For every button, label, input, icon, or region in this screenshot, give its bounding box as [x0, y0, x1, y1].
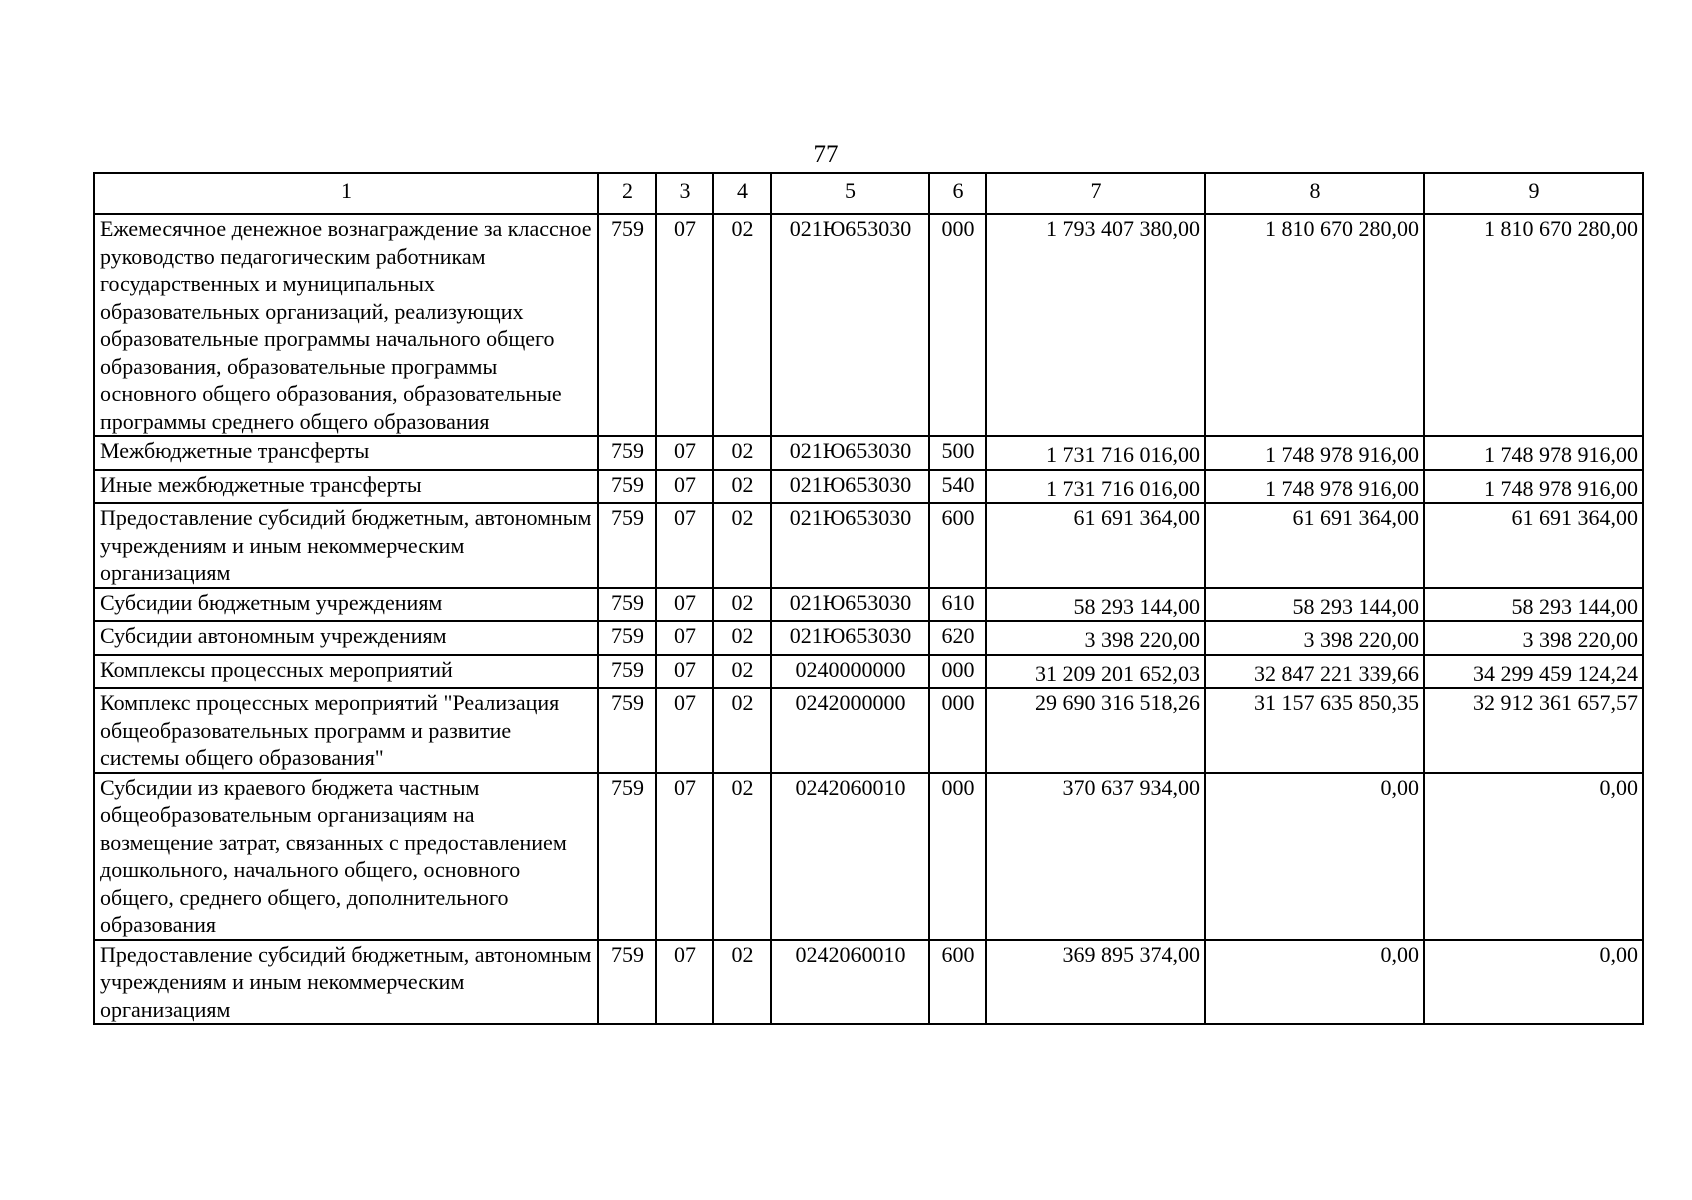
header-row: [94, 173, 1643, 214]
row-target-code: 021Ю653030: [771, 588, 929, 622]
row-amount-year3: 1 748 978 916,00: [1424, 470, 1643, 504]
column-header-3: 3: [656, 173, 713, 214]
row-amount-year1: 369 895 374,00: [986, 940, 1205, 1025]
row-name: Субсидии автономным учреждениям: [94, 621, 598, 655]
row-subsection-code: 02: [713, 588, 771, 622]
row-subsection-code: 02: [713, 503, 771, 588]
row-subsection-code: 02: [713, 214, 771, 436]
row-subsection-code: 02: [713, 940, 771, 1025]
row-amount-year2: 0,00: [1205, 773, 1424, 940]
row-amount-year3: 1 810 670 280,00: [1424, 214, 1643, 436]
column-header-6: 6: [929, 173, 986, 214]
column-header-8: 8: [1205, 173, 1424, 214]
row-amount-year2: 58 293 144,00: [1205, 588, 1424, 622]
row-target-code: 021Ю653030: [771, 503, 929, 588]
row-grbs-code: 759: [598, 688, 656, 773]
row-target-code: 021Ю653030: [771, 436, 929, 470]
row-section-code: 07: [656, 588, 713, 622]
row-amount-year2: 1 748 978 916,00: [1205, 436, 1424, 470]
row-grbs-code: 759: [598, 621, 656, 655]
row-expense-type-code: 500: [929, 436, 986, 470]
row-section-code: 07: [656, 655, 713, 689]
row-amount-year2: 1 810 670 280,00: [1205, 214, 1424, 436]
row-target-code: 021Ю653030: [771, 214, 929, 436]
row-name: Иные межбюджетные трансферты: [94, 470, 598, 504]
row-amount-year3: 0,00: [1424, 940, 1643, 1025]
row-amount-year3: 61 691 364,00: [1424, 503, 1643, 588]
column-header-7: 7: [986, 173, 1205, 214]
row-expense-type-code: 600: [929, 940, 986, 1025]
row-amount-year3: 1 748 978 916,00: [1424, 436, 1643, 470]
row-name: Предоставление субсидий бюджетным, автономным учреждениям и иным некоммерческим организациям: [94, 503, 598, 588]
table-row: [94, 688, 1643, 773]
row-section-code: 07: [656, 470, 713, 504]
row-amount-year3: 58 293 144,00: [1424, 588, 1643, 622]
row-name: Субсидии из краевого бюджета частным общеобразовательным организациям на возмещение затрат, связанных с предоставлением дошкольного, начального общего, основного общего, среднего общего, дополнительного образования: [94, 773, 598, 940]
row-subsection-code: 02: [713, 688, 771, 773]
table-header: [94, 173, 1643, 214]
row-target-code: 0242060010: [771, 940, 929, 1025]
row-amount-year3: 3 398 220,00: [1424, 621, 1643, 655]
row-amount-year3: 0,00: [1424, 773, 1643, 940]
row-grbs-code: 759: [598, 503, 656, 588]
table-row: [94, 470, 1643, 504]
row-subsection-code: 02: [713, 436, 771, 470]
row-amount-year1: 29 690 316 518,26: [986, 688, 1205, 773]
row-amount-year1: 370 637 934,00: [986, 773, 1205, 940]
column-header-9: 9: [1424, 173, 1643, 214]
row-grbs-code: 759: [598, 773, 656, 940]
row-target-code: 021Ю653030: [771, 470, 929, 504]
table-row: [94, 773, 1643, 940]
row-grbs-code: 759: [598, 940, 656, 1025]
row-expense-type-code: 600: [929, 503, 986, 588]
row-target-code: 0242060010: [771, 773, 929, 940]
table-row: [94, 214, 1643, 436]
row-section-code: 07: [656, 436, 713, 470]
row-amount-year1: 1 731 716 016,00: [986, 470, 1205, 504]
row-amount-year1: 61 691 364,00: [986, 503, 1205, 588]
row-target-code: 0242000000: [771, 688, 929, 773]
row-grbs-code: 759: [598, 214, 656, 436]
row-name: Комплексы процессных мероприятий: [94, 655, 598, 689]
row-expense-type-code: 000: [929, 773, 986, 940]
table-row: [94, 655, 1643, 689]
row-expense-type-code: 000: [929, 214, 986, 436]
row-amount-year2: 1 748 978 916,00: [1205, 470, 1424, 504]
row-amount-year1: 31 209 201 652,03: [986, 655, 1205, 689]
row-amount-year1: 58 293 144,00: [986, 588, 1205, 622]
table-row: [94, 503, 1643, 588]
row-expense-type-code: 620: [929, 621, 986, 655]
column-header-2: 2: [598, 173, 656, 214]
row-name: Ежемесячное денежное вознаграждение за классное руководство педагогическим работникам государственных и муниципальных образовательных организаций, реализующих образовательные программы начального общего образования, образовательные программы основного общего образования, образовательные программы среднего общего образования: [94, 214, 598, 436]
table-body: [94, 214, 1643, 1024]
row-grbs-code: 759: [598, 655, 656, 689]
row-section-code: 07: [656, 621, 713, 655]
row-subsection-code: 02: [713, 655, 771, 689]
table-row: [94, 436, 1643, 470]
row-expense-type-code: 000: [929, 655, 986, 689]
budget-table: [93, 172, 1644, 1025]
row-amount-year3: 32 912 361 657,57: [1424, 688, 1643, 773]
row-amount-year2: 3 398 220,00: [1205, 621, 1424, 655]
row-section-code: 07: [656, 503, 713, 588]
row-amount-year2: 0,00: [1205, 940, 1424, 1025]
row-amount-year3: 34 299 459 124,24: [1424, 655, 1643, 689]
row-subsection-code: 02: [713, 621, 771, 655]
page-number: 77: [813, 141, 839, 168]
column-header-5: 5: [771, 173, 929, 214]
row-name: Субсидии бюджетным учреждениям: [94, 588, 598, 622]
row-target-code: 0240000000: [771, 655, 929, 689]
row-grbs-code: 759: [598, 436, 656, 470]
row-section-code: 07: [656, 688, 713, 773]
row-name: Межбюджетные трансферты: [94, 436, 598, 470]
row-subsection-code: 02: [713, 470, 771, 504]
table-row: [94, 940, 1643, 1025]
row-grbs-code: 759: [598, 470, 656, 504]
table-row: [94, 621, 1643, 655]
row-section-code: 07: [656, 940, 713, 1025]
row-expense-type-code: 540: [929, 470, 986, 504]
row-amount-year1: 1 731 716 016,00: [986, 436, 1205, 470]
row-amount-year2: 32 847 221 339,66: [1205, 655, 1424, 689]
row-amount-year1: 1 793 407 380,00: [986, 214, 1205, 436]
row-amount-year2: 61 691 364,00: [1205, 503, 1424, 588]
column-header-4: 4: [713, 173, 771, 214]
row-expense-type-code: 610: [929, 588, 986, 622]
row-grbs-code: 759: [598, 588, 656, 622]
row-amount-year2: 31 157 635 850,35: [1205, 688, 1424, 773]
row-amount-year1: 3 398 220,00: [986, 621, 1205, 655]
table-row: [94, 588, 1643, 622]
row-section-code: 07: [656, 214, 713, 436]
row-name: Комплекс процессных мероприятий "Реализация общеобразовательных программ и развитие системы общего образования": [94, 688, 598, 773]
row-subsection-code: 02: [713, 773, 771, 940]
column-header-1: 1: [94, 173, 598, 214]
row-section-code: 07: [656, 773, 713, 940]
row-target-code: 021Ю653030: [771, 621, 929, 655]
row-name: Предоставление субсидий бюджетным, автономным учреждениям и иным некоммерческим организациям: [94, 940, 598, 1025]
row-expense-type-code: 000: [929, 688, 986, 773]
